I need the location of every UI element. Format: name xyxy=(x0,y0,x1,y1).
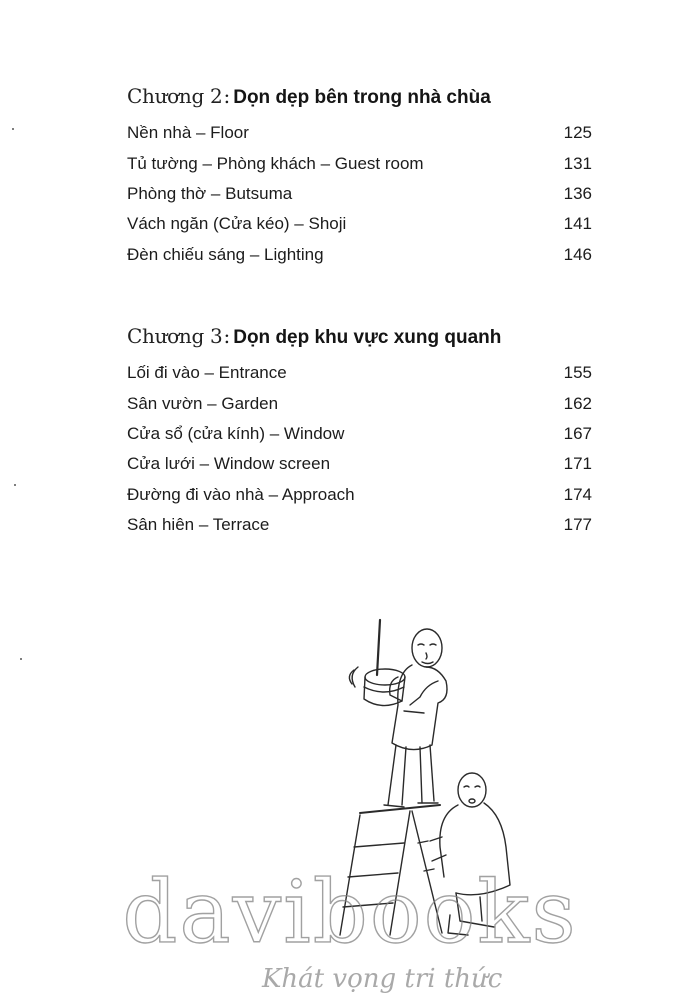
paper-speck xyxy=(20,658,22,660)
toc-entry-label: Cửa sổ (cửa kính) – Window xyxy=(127,423,345,443)
toc-entry-page: 162 xyxy=(563,393,592,413)
toc-entry-label: Đường đi vào nhà – Approach xyxy=(127,484,355,504)
toc-entry-page: 141 xyxy=(563,214,592,234)
toc-entry-page: 125 xyxy=(563,123,592,143)
chapter-heading xyxy=(127,324,592,358)
toc-entry-page: 155 xyxy=(563,363,592,383)
toc-entry xyxy=(127,209,592,239)
chapter-3-section xyxy=(127,324,592,540)
toc-entry-label: Tủ tường – Phòng khách – Guest room xyxy=(127,153,424,173)
chapter-title: Dọn dẹp khu vực xung quanh xyxy=(233,327,502,348)
chapter-number: Chương 3 xyxy=(127,324,223,348)
toc-entry xyxy=(127,388,592,418)
toc-entry-label: Vách ngăn (Cửa kéo) – Shoji xyxy=(127,214,347,234)
toc-entry-label: Sân hiên – Terrace xyxy=(127,515,270,535)
toc-entry xyxy=(127,240,592,270)
chapter-number: Chương 2 xyxy=(127,84,223,108)
toc-entry xyxy=(127,449,592,479)
toc-entry-page: 146 xyxy=(563,244,592,264)
toc-entry-label: Lối đi vào – Entrance xyxy=(127,363,287,383)
toc-entry-label: Phòng thờ – Butsuma xyxy=(127,183,293,203)
toc-entry-page: 167 xyxy=(563,423,592,443)
toc-entry xyxy=(127,358,592,388)
toc-entry-label: Nền nhà – Floor xyxy=(127,123,249,143)
paper-speck xyxy=(12,128,14,130)
toc-entry-page: 131 xyxy=(563,153,592,173)
toc-entry xyxy=(127,118,592,148)
chapter-heading xyxy=(127,84,592,118)
toc-entry xyxy=(127,480,592,510)
toc-entry-label: Đèn chiếu sáng – Lighting xyxy=(127,244,324,264)
chapter-colon: : xyxy=(223,324,231,348)
watermark-tagline: Khát vọng tri thức xyxy=(262,964,503,994)
toc-entry-page: 174 xyxy=(563,484,592,504)
toc-entry xyxy=(127,510,592,540)
toc-entry-page: 177 xyxy=(563,515,592,535)
toc-entry xyxy=(127,419,592,449)
chapter-colon: : xyxy=(223,84,231,108)
toc-entry-label: Cửa lưới – Window screen xyxy=(127,454,331,474)
chapter-title: Dọn dẹp bên trong nhà chùa xyxy=(233,87,491,108)
toc-list xyxy=(127,118,592,270)
watermark-brand: davibooks xyxy=(122,863,578,963)
toc-entry-page: 171 xyxy=(563,454,592,474)
toc-entry-label: Sân vườn – Garden xyxy=(127,393,279,413)
toc-entry xyxy=(127,179,592,209)
toc-entry xyxy=(127,148,592,178)
paper-speck xyxy=(14,484,16,486)
chapter-2-section xyxy=(127,84,592,270)
toc-list xyxy=(127,358,592,540)
toc-entry-page: 136 xyxy=(563,183,592,203)
